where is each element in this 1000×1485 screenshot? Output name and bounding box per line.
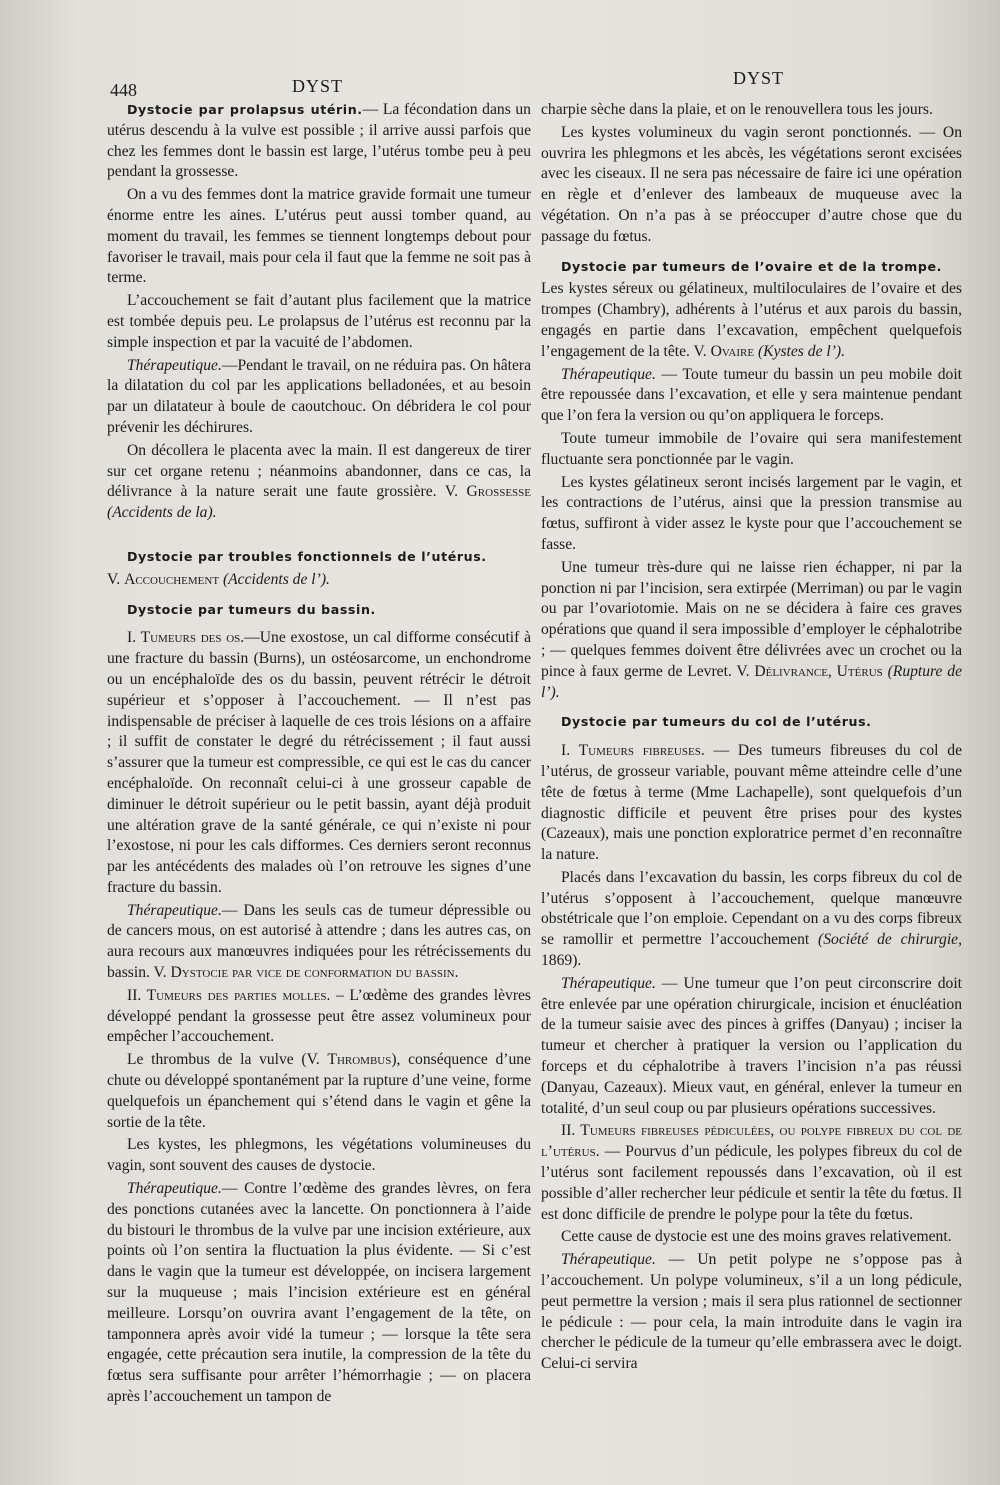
paragraph-polype: II. Tumeurs fibreuses pédiculées, ou polype fibreux du col de l’utérus. — Pourvus d’un pédicule, les polypes fibreux du col de l’utérus sont facilement repoussés dans l’excavation, où il est possible d’aller rechercher leur pédicule et sentir la tête du fœtus. Il est donc difficile de prendre le polype pour la tête du fœtus.	[541, 1122, 962, 1223]
paragraph: Les kystes, les phlegmons, les végétations volumineuses du vagin, sont souvent des causes de dystocie.	[107, 1136, 531, 1175]
paragraph: L’accouchement se fait d’autant plus facilement que la matrice est tombée depuis peu. Le prolapsus de l’utérus est reconnu par la simple inspection et par la vacuité de l’abdomen.	[107, 292, 531, 351]
paragraph: charpie sèche dans la plaie, et on le renouvellera tous les jours.	[541, 101, 933, 118]
section-heading-col-uterus: Dystocie par tumeurs du col de l’utérus.	[561, 714, 872, 730]
paragraph: Toute tumeur immobile de l’ovaire qui sera manifestement fluctuante sera ponctionnée par le vagin.	[541, 429, 962, 468]
cross-reference: Grossesse	[466, 483, 531, 501]
paragraph: Les kystes séreux ou gélatineux, multiloculaires de l’ovaire et des trompes (Chambry), adhérents à l’utérus et aux parois du bassin, engagés en partie dans l’excavation, empêchent quelquefois l’engagement de la tête. V. Ovaire (Kystes de l’).	[541, 280, 962, 360]
paragraph-reference: V. Accouchement (Accidents de l’).	[107, 570, 330, 588]
paragraph: Une tumeur très-dure qui ne laisse rien échapper, ni par la ponction ni par l’incision, sera extirpée (Merriman) ou par le vagin ou par l’ovariotomie. Mais on ne se décidera à faire ces graves opérations que quand il sera impossible d’employer le céphalotribe ; — quelques femmes doivent être délivrées avec un crochet ou la pince à faux germe de Levret. V. Délivrance, Utérus (Rupture de l’).	[541, 558, 963, 701]
right-running-head: DYST	[733, 68, 785, 88]
page-number: 448	[110, 80, 137, 100]
section-tumeurs-col	[541, 712, 962, 733]
paragraph: Cette cause de dystocie est une des moins graves relativement.	[561, 1228, 952, 1246]
paragraph: Le thrombus de la vulve (V. Thrombus), conséquence d’une chute ou développé spontanément par la rupture d’une veine, forme quelquefois un épanchement qui s’étend dans le vagin et gêne la sortie de la tête.	[107, 1051, 531, 1131]
paragraph: Placés dans l’excavation du bassin, les corps fibreux du col de l’utérus s’opposent à l’accouchement, quelque manœuvre obstétricale que l’on emploie. Cependant on a vu des corps fibreux se ramollir et permettre l’accouchement (Société de chirurgie, 1869).	[541, 868, 962, 970]
paragraph-therapeutique: Thérapeutique.— Dans les seuls cas de tumeur dépressible ou de cancers mous, on est autorisé à attendre ; dans les autres cas, on aura recours aux manœuvres indiquées pour les rétrécissements du bassin. V. Dystocie par vice de conformation du bassin.	[107, 901, 531, 982]
section-heading-tumeurs-bassin: Dystocie par tumeurs du bassin.	[127, 601, 376, 617]
left-running-head: DYST	[292, 76, 344, 96]
paragraph-parties-molles: II. Tumeurs des parties molles. – L’œdème des grandes lèvres développé pendant la grossesse peut être assez volumineux pour empêcher l’accouchement.	[107, 986, 531, 1046]
section-troubles-fonctionnels	[107, 547, 531, 568]
left-column	[107, 100, 531, 1410]
paragraph-tumeurs-fibreuses: I. Tumeurs fibreuses. — Des tumeurs fibreuses du col de l’utérus, de grosseur variable, pouvant même atteindre celle d’une tête de fœtus à terme (Mme Lachapelle), sont quelquefois d’un diagnostic difficile et peuvent être prises pour des kystes (Cazeaux), mais une ponction exploratrice permet d’en reconnaître la nature.	[541, 742, 962, 864]
cross-reference: Dystocie par vice de conformation du bassin.	[170, 964, 459, 982]
right-column	[541, 100, 962, 1377]
cross-reference: Thrombus	[327, 1051, 392, 1069]
paragraph: On décollera le placenta avec la main. Il est dangereux de tirer sur cet organe retenu ; néanmoins abandonner, dans ce cas, la délivrance à la nature serait une faute grossière. V. Grossesse (Accidents de la).	[107, 441, 531, 522]
paragraph-therapeutique: Thérapeutique. — Un petit polype ne s’oppose pas à l’accouchement. Un polype volumineux, s’il a un long pédicule, peut permettre la version ; mais il sera plus rationnel de sectionner le pédicule : — pour cela, la main introduite dans le vagin ira chercher le pédicule de la tumeur qu’elle embrassera avec le doigt. Celui-ci servira	[541, 1251, 962, 1373]
paragraph-therapeutique: Thérapeutique. — Toute tumeur du bassin un peu mobile doit être repoussée dans l’excavation, et elle y sera maintenue pendant que l’on fera la version ou qu’on appliquera le forceps.	[541, 365, 962, 425]
section-tumeurs-ovaire	[541, 257, 962, 278]
paragraph-therapeutique: Thérapeutique. — Une tumeur que l’on peut circonscrire doit être enlevée par une opération chirurgicale, incision et énucléation de la tumeur saisie avec des pinces à griffes (Danyau) ; inciser la tumeur et chercher à pratiquer la version ou l’application du forceps et du céphalotribe à travers l’incision n’a pas réussi (Danyau, Cazeaux). Mieux vaut, en général, enlever la tumeur en totalité, d’un seul coup ou par plusieurs opérations successives.	[541, 974, 962, 1117]
section-heading-ovaire: Dystocie par tumeurs de l’ovaire et de la trompe.	[561, 258, 943, 274]
paragraph: Les kystes gélatineux seront incisés largement par le vagin, et les contractions de l’utérus, ainsi que la pression transmise au fœtus, suffiront à vider assez le kyste pour que l’accouchement se fasse.	[541, 473, 962, 553]
cross-reference: Accouchement	[124, 570, 220, 588]
cross-reference: Ovaire	[710, 342, 755, 360]
paragraph-therapeutique: Thérapeutique.—Pendant le travail, on ne réduira pas. On hâtera la dilatation du col par les applications belladonées, et au besoin par un dilatateur à boule de caoutchouc. On débridera le col pour prévenir les déchirures.	[107, 356, 531, 436]
section-heading-prolapsus: Dystocie par prolapsus utérin.	[127, 102, 363, 117]
paragraph-therapeutique: Thérapeutique.— Contre l’œdème des grandes lèvres, on fera des ponctions cutanées avec la lancette. On ponctionnera à l’aide du bistouri le thrombus de la vulve par une incision extérieure, aux points où l’on sentira la fluctuation la plus évidente. — Si c’est dans le vagin que la tumeur est développée, on incisera largement sur la muqueuse ; mais l’incision extérieure est en général meilleure. Lorsqu’on ouvrira avant l’engagement de la tête, on tamponnera après avoir vidé la tumeur ; — lorsque la tête sera engagée, cette précaution sera inutile, la compression de la tête du fœtus sera suffisante pour arrêter l’hémorrhagie ; — on placera après l’accouchement un tampon de	[107, 1180, 531, 1406]
cross-reference: Délivrance, Utérus	[754, 662, 883, 680]
paragraph: On a vu des femmes dont la matrice gravide formait une tumeur énorme entre les aines. L’utérus peut aussi tomber quand, au moment du travail, les femmes se tiennent longtemps debout pour favoriser le travail, mais pour cela il faut que la femme ne soit pas à terme.	[107, 186, 531, 287]
paragraph-tumeurs-os: I. Tumeurs des os.—Une exostose, un cal difforme consécutif à une fracture du bassin (Burns), un ostéosarcome, un enchondrome ou un encéphaloïde des os du bassin, peuvent rétrécir le détroit supérieur et s’opposer à l’accouchement. — Il n’est pas indispensable de préciser à laquelle de ces trois lésions on a affaire ; il suffit de constater le degré du rétrécissement ; il faut aussi s’assurer que la tumeur est compressible, ce qui est le cas du cancer encéphaloïde. On reconnaît celui-ci à une grosseur capable de diminuer le détroit supérieur ou le petit bassin, ayant déjà produit une altération grave de la santé générale, ce qui n’existe ni pour l’exostose, ni pour les cals difformes. Ces derniers seront reconnus par les antécédents des malades où l’on retrouve les signes d’une fracture du bassin.	[107, 629, 531, 896]
section-tumeurs-bassin	[107, 600, 531, 621]
paragraph: Les kystes volumineux du vagin seront ponctionnés. — On ouvrira les phlegmons et les abcès, les végétations seront excisées avec les ciseaux. Il ne sera pas nécessaire de faire ici une opération en règle et d’enlever des lambeaux de muqueuse avec la végétation. On n’a pas à se préoccuper d’autre chose que du passage du fœtus.	[541, 123, 962, 245]
section-prolapsus: Dystocie par prolapsus utérin.— La fécondation dans un utérus descendu à la vulve est possible ; il arrive aussi parfois que chez les femmes dont le bassin est large, l’utérus tombe peu à peu pendant la grossesse.	[107, 101, 531, 181]
running-head	[0, 62, 1000, 102]
section-heading-troubles: Dystocie par troubles fonctionnels de l’utérus.	[127, 548, 487, 564]
